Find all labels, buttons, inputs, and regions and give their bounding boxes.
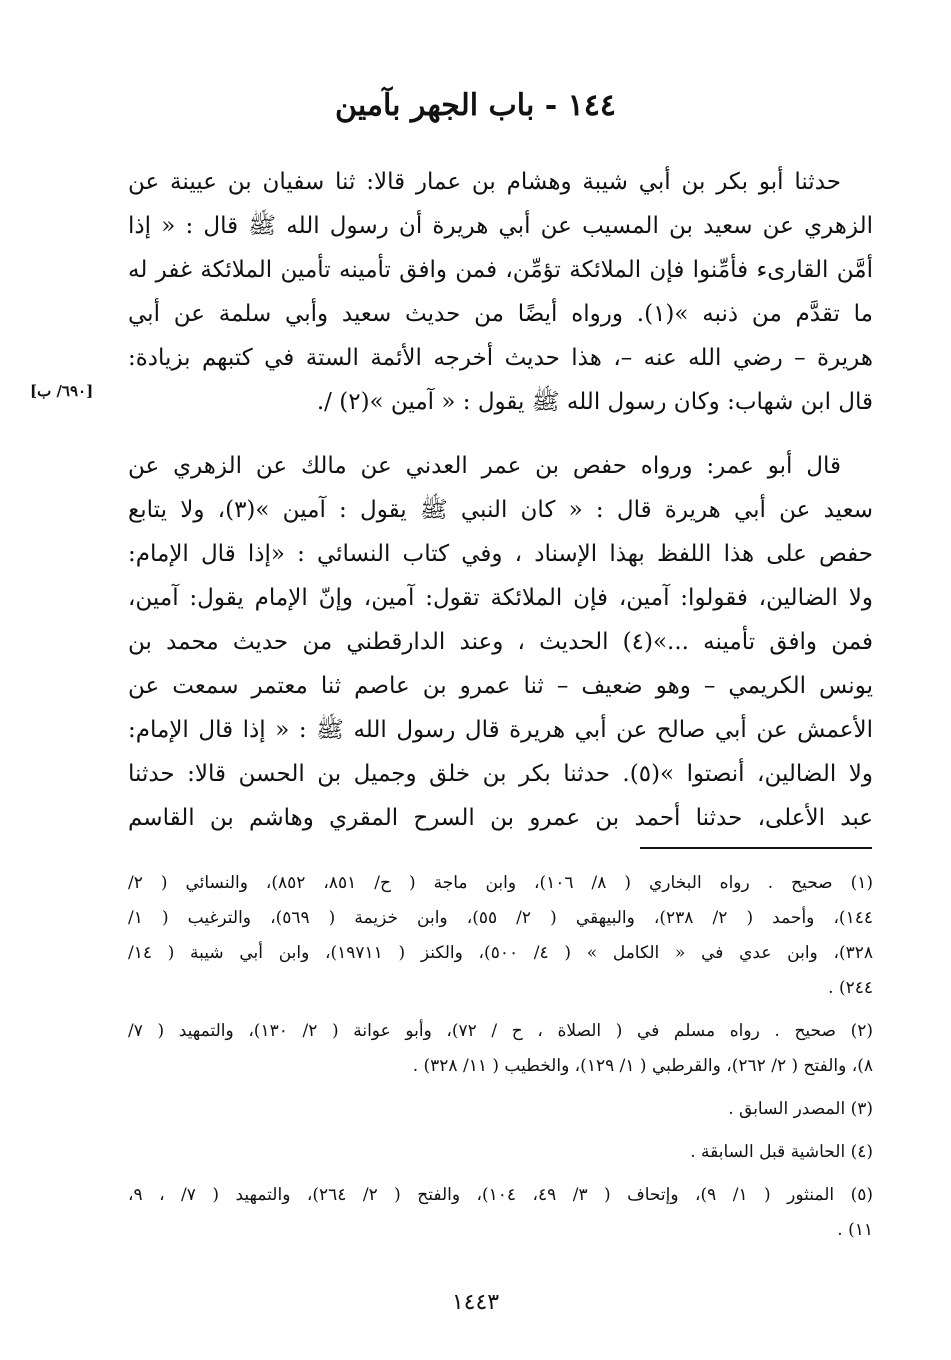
paragraph	[128, 444, 873, 840]
footnote-line: (٣) المصدر السابق .	[728, 1099, 873, 1119]
footnote	[128, 866, 873, 1006]
footnote-line: (٤) الحاشية قبل السابقة .	[690, 1142, 873, 1162]
footnote-line: ١٤٤)، وأحمد ( ٢/ ٢٣٨)، والبيهقي ( ٢/ ٥٥)، وابن خزيمة ( ٥٦٩)، والترغيب ( ١/	[128, 908, 873, 928]
text-line: يونس الكريمي – وهو ضعيف – ثنا عمرو بن عاصم ثنا معتمر سمعت عن	[128, 673, 873, 699]
page-number: ١٤٤٣	[451, 1290, 500, 1315]
text-line: الزهري عن سعيد بن المسيب عن أبي هريرة أن رسول الله ﷺ قال : « إذا	[128, 213, 873, 239]
manuscript-folio-marker: [٦٩٠/ ب]	[30, 382, 94, 400]
text-line: قال ابن شهاب: وكان رسول الله ﷺ يقول : « آمين »(٢) /.	[316, 389, 873, 415]
text-line: ما تقدَّم من ذنبه »(١). ورواه أيضًا من حديث سعيد وأبي سلمة عن أبي	[128, 301, 873, 327]
text-line: هريرة – رضي الله عنه –، هذا حديث أخرجه الأئمة الستة في كتبهم بزيادة:	[128, 345, 873, 371]
footnote-separator	[640, 847, 872, 849]
text-line: حفص على هذا اللفظ بهذا الإسناد ، وفي كتاب النسائي : «إذا قال الإمام:	[128, 541, 873, 567]
main-text-continued	[128, 444, 873, 840]
footnote-line: (٢) صحيح . رواه مسلم في ( الصلاة ، ح / ٧٢)، وأبو عوانة ( ٢/ ١٣٠)، والتمهيد ( ٧/	[128, 1021, 873, 1041]
footnote	[128, 1135, 873, 1170]
footnote-line: ٣٢٨)، وابن عدي في « الكامل » ( ٤/ ٥٠٠)، والكنز ( ١٩٧١١)، وابن أبي شيبة ( ١٤/	[128, 943, 873, 963]
footnotes	[128, 866, 873, 1256]
footnote	[128, 1014, 873, 1084]
text-line: عبد الأعلى، حدثنا أحمد بن عمرو بن السرح المقري وهاشم بن القاسم	[128, 805, 873, 831]
text-line: قال أبو عمر: ورواه حفص بن عمر العدني عن مالك عن الزهري عن	[128, 453, 841, 479]
text-line: سعيد عن أبي هريرة قال : « كان النبي ﷺ يقول : آمين »(٣)، ولا يتابع	[128, 497, 873, 523]
footnote	[128, 1092, 873, 1127]
footnote-line: ١١) .	[837, 1220, 873, 1240]
footnote-line: ٢٤٤) .	[828, 978, 873, 998]
text-line: أمَّن القارىء فأمِّنوا فإن الملائكة تؤمِّن، فمن وافق تأمينه تأمين الملائكة غفر له	[128, 257, 873, 283]
text-line: الأعمش عن أبي صالح عن أبي هريرة قال رسول الله ﷺ : « إذا قال الإمام:	[128, 717, 873, 743]
footnote-line: (٥) المنثور ( ١/ ٩)، وإتحاف ( ٣/ ٤٩، ١٠٤)، والفتح ( ٢/ ٢٦٤)، والتمهيد ( ٧/ ، ٩،	[128, 1185, 873, 1205]
footnote-line: (١) صحيح . رواه البخاري ( ٨/ ١٠٦)، وابن ماجة ( ح/ ٨٥١، ٨٥٢)، والنسائي ( ٢/	[128, 873, 873, 893]
text-line: ولا الضالين، فقولوا: آمين، فإن الملائكة تقول: آمين، وإنّ الإمام يقول: آمين،	[128, 585, 873, 611]
main-text	[128, 160, 873, 424]
text-line: فمن وافق تأمينه ...»(٤) الحديث ، وعند الدارقطني من حديث محمد بن	[128, 629, 873, 655]
footnote-line: ٨)، والفتح ( ٢/ ٢٦٢)، والقرطبي ( ١/ ١٢٩)، والخطيب ( ١١/ ٣٢٨) .	[412, 1056, 873, 1076]
text-line: ولا الضالين، أنصتوا »(٥). حدثنا بكر بن خلق وجميل بن الحسن قالا: حدثنا	[128, 761, 873, 787]
paragraph	[128, 160, 873, 424]
text-line: حدثنا أبو بكر بن أبي شيبة وهشام بن عمار قالا: ثنا سفيان بن عيينة عن	[128, 169, 841, 195]
chapter-title: ١٤٤ - باب الجهر بآمين	[335, 88, 616, 123]
footnote	[128, 1178, 873, 1248]
